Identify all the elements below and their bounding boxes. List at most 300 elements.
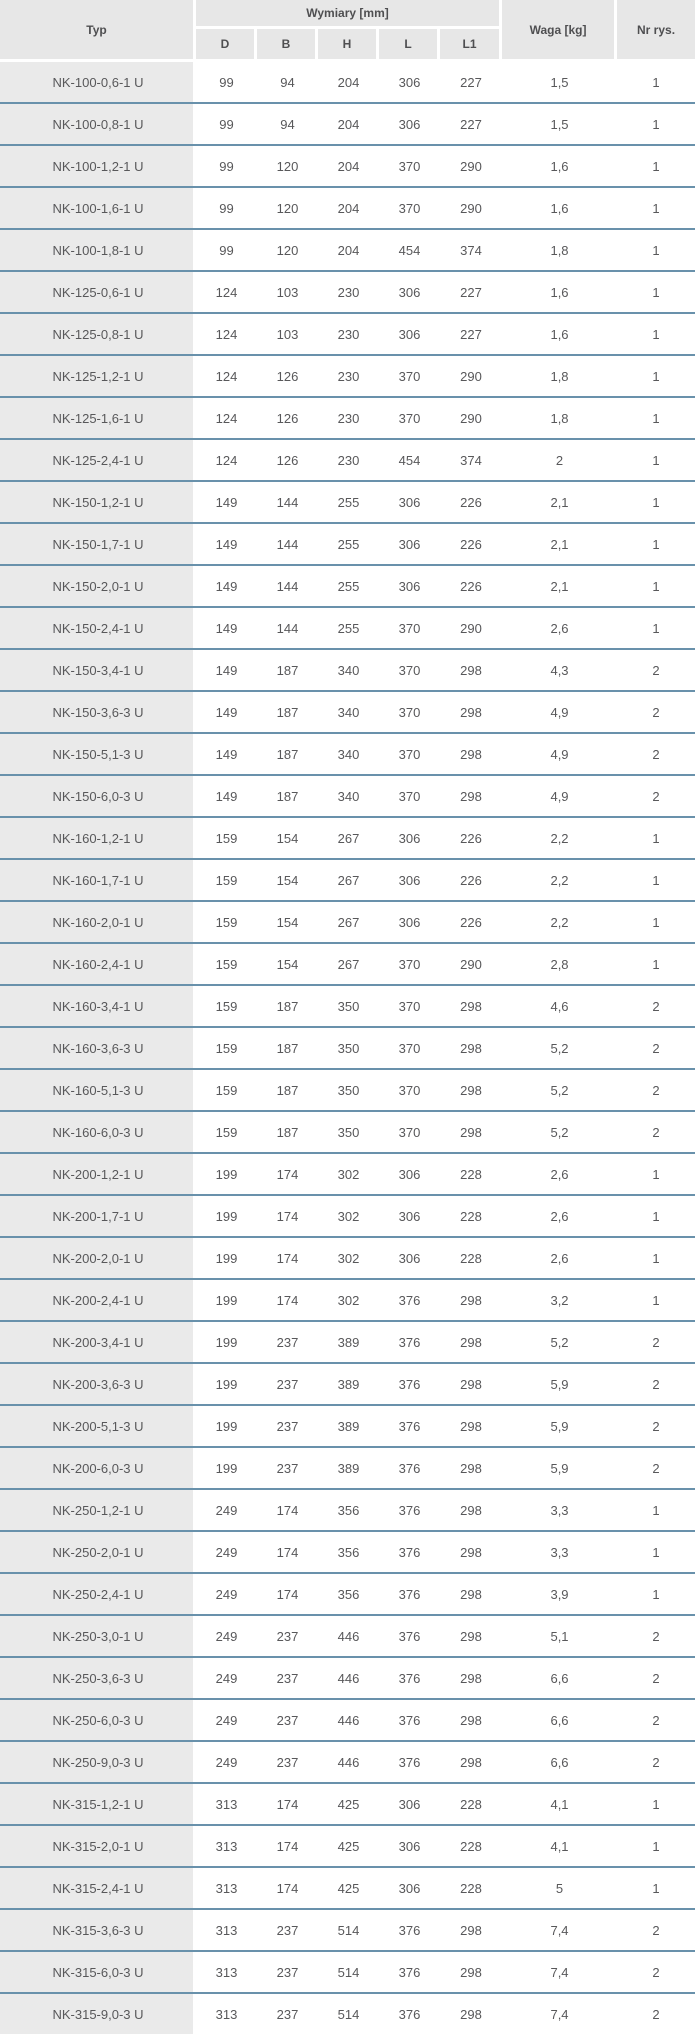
cell-dimension-d: 149 — [196, 524, 257, 566]
cell-typ: NK-125-0,8-1 U — [0, 314, 196, 356]
table-row — [0, 1154, 695, 1196]
cell-dimension-d: 313 — [196, 1910, 257, 1952]
cell-nr-rys: 1 — [617, 482, 695, 524]
table-row — [0, 1238, 695, 1280]
cell-typ: NK-200-1,7-1 U — [0, 1196, 196, 1238]
cell-dimension-h: 389 — [318, 1406, 379, 1448]
cell-typ: NK-150-3,4-1 U — [0, 650, 196, 692]
cell-dimension-l1: 298 — [440, 1910, 502, 1952]
table-row — [0, 692, 695, 734]
cell-waga: 4,9 — [502, 734, 617, 776]
cell-dimension-b: 94 — [257, 62, 318, 104]
cell-dimension-l1: 298 — [440, 1700, 502, 1742]
cell-dimension-b: 237 — [257, 1910, 318, 1952]
cell-nr-rys: 2 — [617, 1700, 695, 1742]
cell-nr-rys: 1 — [617, 146, 695, 188]
cell-dimension-l: 376 — [379, 1364, 440, 1406]
cell-typ: NK-200-3,4-1 U — [0, 1322, 196, 1364]
cell-waga: 5,9 — [502, 1448, 617, 1490]
column-header-l1: L1 — [440, 29, 502, 62]
cell-typ: NK-160-1,7-1 U — [0, 860, 196, 902]
table-row — [0, 440, 695, 482]
cell-dimension-l: 370 — [379, 356, 440, 398]
cell-typ: NK-125-2,4-1 U — [0, 440, 196, 482]
cell-dimension-l: 376 — [379, 1448, 440, 1490]
cell-dimension-l: 306 — [379, 1826, 440, 1868]
cell-waga: 2,1 — [502, 566, 617, 608]
cell-dimension-l1: 298 — [440, 1406, 502, 1448]
table-row — [0, 1280, 695, 1322]
cell-nr-rys: 2 — [617, 1406, 695, 1448]
table-row — [0, 1994, 695, 2034]
cell-dimension-b: 174 — [257, 1490, 318, 1532]
cell-dimension-l: 306 — [379, 566, 440, 608]
cell-dimension-b: 154 — [257, 944, 318, 986]
cell-typ: NK-150-3,6-3 U — [0, 692, 196, 734]
table-row — [0, 1322, 695, 1364]
cell-dimension-d: 159 — [196, 860, 257, 902]
cell-dimension-b: 174 — [257, 1868, 318, 1910]
cell-dimension-h: 204 — [318, 104, 379, 146]
cell-dimension-h: 267 — [318, 818, 379, 860]
cell-dimension-h: 255 — [318, 482, 379, 524]
cell-typ: NK-200-5,1-3 U — [0, 1406, 196, 1448]
cell-dimension-h: 350 — [318, 1070, 379, 1112]
cell-dimension-l: 306 — [379, 62, 440, 104]
cell-nr-rys: 1 — [617, 230, 695, 272]
cell-nr-rys: 1 — [617, 608, 695, 650]
cell-typ: NK-150-2,4-1 U — [0, 608, 196, 650]
cell-nr-rys: 1 — [617, 272, 695, 314]
cell-dimension-h: 425 — [318, 1868, 379, 1910]
cell-dimension-h: 446 — [318, 1700, 379, 1742]
cell-nr-rys: 1 — [617, 902, 695, 944]
cell-dimension-l: 306 — [379, 1868, 440, 1910]
cell-dimension-l: 306 — [379, 104, 440, 146]
cell-typ: NK-125-0,6-1 U — [0, 272, 196, 314]
cell-dimension-l1: 228 — [440, 1826, 502, 1868]
cell-dimension-l1: 226 — [440, 860, 502, 902]
cell-dimension-h: 204 — [318, 62, 379, 104]
cell-typ: NK-160-3,6-3 U — [0, 1028, 196, 1070]
cell-dimension-l: 306 — [379, 314, 440, 356]
cell-dimension-h: 302 — [318, 1154, 379, 1196]
column-header-l: L — [379, 29, 440, 62]
cell-dimension-b: 237 — [257, 1406, 318, 1448]
cell-dimension-b: 174 — [257, 1280, 318, 1322]
cell-dimension-b: 144 — [257, 524, 318, 566]
cell-dimension-h: 204 — [318, 146, 379, 188]
cell-waga: 3,2 — [502, 1280, 617, 1322]
cell-dimension-b: 120 — [257, 188, 318, 230]
cell-dimension-h: 302 — [318, 1280, 379, 1322]
table-row — [0, 1826, 695, 1868]
cell-nr-rys: 1 — [617, 188, 695, 230]
cell-dimension-d: 249 — [196, 1490, 257, 1532]
cell-dimension-l1: 228 — [440, 1868, 502, 1910]
cell-dimension-b: 174 — [257, 1154, 318, 1196]
cell-dimension-l1: 298 — [440, 1070, 502, 1112]
cell-dimension-b: 187 — [257, 1028, 318, 1070]
cell-typ: NK-315-2,4-1 U — [0, 1868, 196, 1910]
table-row — [0, 1490, 695, 1532]
cell-nr-rys: 2 — [617, 1070, 695, 1112]
column-header-typ: Typ — [0, 0, 196, 62]
cell-dimension-h: 389 — [318, 1322, 379, 1364]
cell-dimension-d: 124 — [196, 356, 257, 398]
cell-dimension-l: 376 — [379, 1994, 440, 2034]
cell-dimension-b: 154 — [257, 818, 318, 860]
table-header — [0, 0, 695, 62]
cell-dimension-l1: 290 — [440, 398, 502, 440]
cell-dimension-h: 230 — [318, 314, 379, 356]
cell-waga: 7,4 — [502, 1952, 617, 1994]
cell-dimension-l1: 298 — [440, 734, 502, 776]
cell-nr-rys: 2 — [617, 1112, 695, 1154]
cell-dimension-h: 302 — [318, 1196, 379, 1238]
cell-dimension-b: 237 — [257, 1616, 318, 1658]
cell-waga: 2 — [502, 440, 617, 482]
cell-dimension-d: 249 — [196, 1658, 257, 1700]
cell-dimension-l: 370 — [379, 146, 440, 188]
cell-dimension-l1: 298 — [440, 1028, 502, 1070]
cell-dimension-l1: 228 — [440, 1784, 502, 1826]
cell-dimension-d: 159 — [196, 1070, 257, 1112]
cell-waga: 1,6 — [502, 146, 617, 188]
cell-typ: NK-100-1,2-1 U — [0, 146, 196, 188]
cell-waga: 2,2 — [502, 902, 617, 944]
cell-dimension-d: 149 — [196, 692, 257, 734]
cell-typ: NK-250-3,0-1 U — [0, 1616, 196, 1658]
cell-dimension-l: 376 — [379, 1910, 440, 1952]
cell-dimension-l: 376 — [379, 1490, 440, 1532]
cell-dimension-b: 144 — [257, 482, 318, 524]
cell-dimension-b: 237 — [257, 1952, 318, 1994]
table-row — [0, 314, 695, 356]
cell-dimension-d: 249 — [196, 1574, 257, 1616]
cell-waga: 5,2 — [502, 1322, 617, 1364]
cell-dimension-l1: 228 — [440, 1238, 502, 1280]
table-row — [0, 482, 695, 524]
cell-dimension-d: 199 — [196, 1448, 257, 1490]
cell-dimension-d: 199 — [196, 1406, 257, 1448]
cell-dimension-l1: 226 — [440, 482, 502, 524]
cell-dimension-b: 126 — [257, 398, 318, 440]
cell-dimension-l: 370 — [379, 1070, 440, 1112]
cell-dimension-d: 124 — [196, 272, 257, 314]
cell-dimension-l1: 298 — [440, 1742, 502, 1784]
cell-dimension-b: 103 — [257, 314, 318, 356]
table-row — [0, 1070, 695, 1112]
cell-waga: 2,8 — [502, 944, 617, 986]
table-row — [0, 776, 695, 818]
cell-waga: 6,6 — [502, 1742, 617, 1784]
cell-dimension-l1: 298 — [440, 650, 502, 692]
cell-typ: NK-250-9,0-3 U — [0, 1742, 196, 1784]
cell-waga: 7,4 — [502, 1994, 617, 2034]
cell-waga: 1,6 — [502, 314, 617, 356]
cell-waga: 5,2 — [502, 1070, 617, 1112]
cell-dimension-h: 425 — [318, 1826, 379, 1868]
cell-typ: NK-315-1,2-1 U — [0, 1784, 196, 1826]
cell-dimension-b: 187 — [257, 986, 318, 1028]
cell-dimension-l1: 298 — [440, 1616, 502, 1658]
cell-dimension-b: 103 — [257, 272, 318, 314]
cell-dimension-h: 230 — [318, 440, 379, 482]
cell-dimension-l: 454 — [379, 440, 440, 482]
cell-waga: 2,6 — [502, 1196, 617, 1238]
cell-dimension-d: 159 — [196, 818, 257, 860]
cell-nr-rys: 1 — [617, 860, 695, 902]
cell-typ: NK-150-6,0-3 U — [0, 776, 196, 818]
column-header-nr-rys: Nr rys. — [617, 0, 695, 62]
cell-dimension-d: 124 — [196, 314, 257, 356]
cell-dimension-b: 237 — [257, 1448, 318, 1490]
cell-dimension-l1: 298 — [440, 1994, 502, 2034]
cell-dimension-l: 376 — [379, 1406, 440, 1448]
cell-dimension-h: 425 — [318, 1784, 379, 1826]
cell-dimension-l1: 298 — [440, 1322, 502, 1364]
cell-dimension-d: 149 — [196, 776, 257, 818]
cell-dimension-h: 230 — [318, 272, 379, 314]
cell-dimension-b: 174 — [257, 1532, 318, 1574]
cell-dimension-l: 376 — [379, 1280, 440, 1322]
cell-dimension-b: 187 — [257, 1112, 318, 1154]
cell-nr-rys: 1 — [617, 104, 695, 146]
cell-waga: 2,6 — [502, 1238, 617, 1280]
cell-dimension-d: 199 — [196, 1280, 257, 1322]
cell-waga: 4,6 — [502, 986, 617, 1028]
cell-dimension-b: 126 — [257, 356, 318, 398]
cell-nr-rys: 1 — [617, 398, 695, 440]
cell-dimension-l1: 228 — [440, 1154, 502, 1196]
cell-dimension-d: 313 — [196, 1826, 257, 1868]
cell-dimension-l1: 227 — [440, 272, 502, 314]
cell-nr-rys: 1 — [617, 1868, 695, 1910]
cell-dimension-b: 187 — [257, 650, 318, 692]
cell-dimension-d: 199 — [196, 1238, 257, 1280]
cell-dimension-h: 302 — [318, 1238, 379, 1280]
cell-waga: 6,6 — [502, 1700, 617, 1742]
cell-typ: NK-250-1,2-1 U — [0, 1490, 196, 1532]
cell-nr-rys: 2 — [617, 1952, 695, 1994]
cell-nr-rys: 2 — [617, 1322, 695, 1364]
cell-dimension-l1: 226 — [440, 524, 502, 566]
cell-waga: 2,2 — [502, 818, 617, 860]
cell-dimension-h: 350 — [318, 1112, 379, 1154]
cell-waga: 5,1 — [502, 1616, 617, 1658]
cell-nr-rys: 2 — [617, 692, 695, 734]
cell-nr-rys: 1 — [617, 944, 695, 986]
cell-nr-rys: 2 — [617, 1448, 695, 1490]
cell-nr-rys: 1 — [617, 62, 695, 104]
cell-dimension-b: 237 — [257, 1994, 318, 2034]
cell-dimension-d: 159 — [196, 986, 257, 1028]
cell-dimension-h: 340 — [318, 776, 379, 818]
cell-typ: NK-315-3,6-3 U — [0, 1910, 196, 1952]
cell-dimension-l: 306 — [379, 860, 440, 902]
cell-dimension-h: 340 — [318, 734, 379, 776]
cell-dimension-d: 199 — [196, 1364, 257, 1406]
cell-dimension-d: 149 — [196, 482, 257, 524]
cell-dimension-d: 199 — [196, 1322, 257, 1364]
cell-dimension-l: 370 — [379, 692, 440, 734]
cell-nr-rys: 1 — [617, 1532, 695, 1574]
cell-nr-rys: 1 — [617, 1574, 695, 1616]
cell-dimension-l1: 374 — [440, 230, 502, 272]
cell-dimension-h: 255 — [318, 524, 379, 566]
table-row — [0, 1742, 695, 1784]
cell-typ: NK-160-2,4-1 U — [0, 944, 196, 986]
column-header-wymiary: Wymiary [mm] — [196, 0, 502, 29]
cell-dimension-l1: 298 — [440, 1490, 502, 1532]
cell-dimension-d: 249 — [196, 1532, 257, 1574]
table-row — [0, 1574, 695, 1616]
cell-dimension-l1: 298 — [440, 1952, 502, 1994]
cell-dimension-h: 356 — [318, 1574, 379, 1616]
cell-typ: NK-200-6,0-3 U — [0, 1448, 196, 1490]
cell-dimension-h: 514 — [318, 1952, 379, 1994]
table-row — [0, 986, 695, 1028]
cell-waga: 4,1 — [502, 1826, 617, 1868]
cell-dimension-b: 144 — [257, 608, 318, 650]
cell-dimension-b: 120 — [257, 230, 318, 272]
cell-dimension-d: 199 — [196, 1154, 257, 1196]
cell-dimension-l1: 226 — [440, 902, 502, 944]
cell-dimension-l1: 374 — [440, 440, 502, 482]
column-header-h: H — [318, 29, 379, 62]
cell-dimension-d: 249 — [196, 1700, 257, 1742]
table-row — [0, 1448, 695, 1490]
cell-dimension-d: 159 — [196, 902, 257, 944]
cell-dimension-h: 340 — [318, 692, 379, 734]
cell-dimension-l: 306 — [379, 1238, 440, 1280]
column-header-waga: Waga [kg] — [502, 0, 617, 62]
table-row — [0, 1532, 695, 1574]
table-row — [0, 104, 695, 146]
cell-nr-rys: 2 — [617, 650, 695, 692]
cell-dimension-b: 174 — [257, 1784, 318, 1826]
cell-dimension-h: 230 — [318, 356, 379, 398]
cell-dimension-l: 370 — [379, 608, 440, 650]
cell-dimension-d: 313 — [196, 1994, 257, 2034]
column-header-d: D — [196, 29, 257, 62]
cell-dimension-h: 204 — [318, 230, 379, 272]
cell-dimension-l: 376 — [379, 1658, 440, 1700]
cell-waga: 3,9 — [502, 1574, 617, 1616]
table-row — [0, 818, 695, 860]
cell-dimension-d: 99 — [196, 104, 257, 146]
cell-dimension-l: 306 — [379, 524, 440, 566]
cell-dimension-h: 514 — [318, 1910, 379, 1952]
table-row — [0, 608, 695, 650]
cell-typ: NK-250-2,4-1 U — [0, 1574, 196, 1616]
cell-dimension-l1: 227 — [440, 314, 502, 356]
table-row — [0, 944, 695, 986]
cell-nr-rys: 1 — [617, 1784, 695, 1826]
cell-dimension-l1: 298 — [440, 1532, 502, 1574]
table-row — [0, 272, 695, 314]
cell-nr-rys: 2 — [617, 734, 695, 776]
cell-dimension-h: 230 — [318, 398, 379, 440]
cell-dimension-d: 159 — [196, 1112, 257, 1154]
cell-nr-rys: 2 — [617, 1742, 695, 1784]
cell-dimension-l: 370 — [379, 1112, 440, 1154]
cell-dimension-l1: 298 — [440, 1658, 502, 1700]
cell-dimension-l: 376 — [379, 1952, 440, 1994]
cell-typ: NK-160-5,1-3 U — [0, 1070, 196, 1112]
cell-dimension-l: 370 — [379, 734, 440, 776]
cell-typ: NK-150-1,2-1 U — [0, 482, 196, 524]
cell-dimension-d: 99 — [196, 230, 257, 272]
cell-waga: 5,9 — [502, 1364, 617, 1406]
table-row — [0, 1364, 695, 1406]
cell-dimension-l: 306 — [379, 272, 440, 314]
cell-dimension-l: 370 — [379, 398, 440, 440]
cell-dimension-l: 376 — [379, 1532, 440, 1574]
cell-waga: 5,9 — [502, 1406, 617, 1448]
cell-dimension-d: 149 — [196, 608, 257, 650]
cell-dimension-d: 149 — [196, 650, 257, 692]
cell-waga: 2,6 — [502, 1154, 617, 1196]
cell-typ: NK-200-2,4-1 U — [0, 1280, 196, 1322]
cell-typ: NK-160-6,0-3 U — [0, 1112, 196, 1154]
table-row — [0, 1700, 695, 1742]
cell-nr-rys: 1 — [617, 314, 695, 356]
cell-dimension-d: 124 — [196, 440, 257, 482]
cell-dimension-h: 267 — [318, 944, 379, 986]
cell-dimension-h: 446 — [318, 1742, 379, 1784]
cell-nr-rys: 2 — [617, 1364, 695, 1406]
cell-waga: 4,1 — [502, 1784, 617, 1826]
cell-dimension-b: 187 — [257, 776, 318, 818]
table-row — [0, 524, 695, 566]
cell-dimension-h: 389 — [318, 1448, 379, 1490]
cell-dimension-l1: 298 — [440, 1112, 502, 1154]
cell-typ: NK-125-1,6-1 U — [0, 398, 196, 440]
cell-dimension-h: 356 — [318, 1532, 379, 1574]
cell-dimension-b: 237 — [257, 1364, 318, 1406]
cell-typ: NK-150-2,0-1 U — [0, 566, 196, 608]
table-row — [0, 1616, 695, 1658]
cell-dimension-l1: 228 — [440, 1196, 502, 1238]
cell-dimension-b: 154 — [257, 860, 318, 902]
cell-nr-rys: 1 — [617, 1280, 695, 1322]
table-row — [0, 1910, 695, 1952]
cell-waga: 4,9 — [502, 776, 617, 818]
cell-typ: NK-100-0,6-1 U — [0, 62, 196, 104]
table-row — [0, 230, 695, 272]
cell-typ: NK-315-9,0-3 U — [0, 1994, 196, 2034]
cell-nr-rys: 2 — [617, 1994, 695, 2034]
cell-waga: 7,4 — [502, 1910, 617, 1952]
cell-typ: NK-200-3,6-3 U — [0, 1364, 196, 1406]
cell-dimension-d: 99 — [196, 188, 257, 230]
column-header-b: B — [257, 29, 318, 62]
cell-typ: NK-150-1,7-1 U — [0, 524, 196, 566]
cell-dimension-d: 249 — [196, 1742, 257, 1784]
cell-dimension-b: 174 — [257, 1238, 318, 1280]
cell-typ: NK-200-1,2-1 U — [0, 1154, 196, 1196]
cell-nr-rys: 1 — [617, 1238, 695, 1280]
table-row — [0, 902, 695, 944]
table-row — [0, 1112, 695, 1154]
cell-typ: NK-160-2,0-1 U — [0, 902, 196, 944]
cell-dimension-d: 149 — [196, 734, 257, 776]
cell-waga: 1,5 — [502, 62, 617, 104]
table-row — [0, 650, 695, 692]
cell-dimension-d: 99 — [196, 146, 257, 188]
